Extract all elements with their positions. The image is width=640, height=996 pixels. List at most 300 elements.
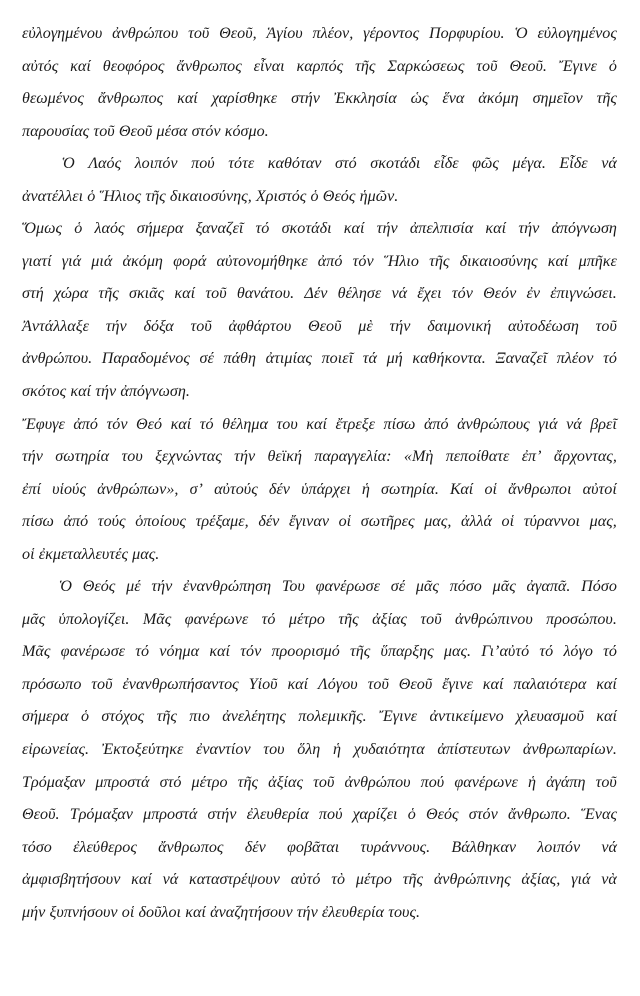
word: ἀπόγνωση.	[120, 383, 190, 401]
word: αὐτούς	[214, 480, 258, 498]
word: ἀνελέητης	[222, 708, 286, 726]
word: ἀπό	[73, 415, 98, 433]
word: καί	[70, 383, 92, 401]
word: καί	[596, 708, 617, 726]
word: Θεό	[135, 415, 163, 433]
paragraph	[22, 409, 617, 572]
word: Μᾶς	[22, 643, 51, 661]
word: Ἔφυγε	[22, 415, 65, 433]
word: στήν	[207, 806, 237, 824]
text-line	[22, 474, 617, 507]
word: ὁ	[407, 806, 416, 824]
word: τό	[261, 610, 276, 628]
word: πεποίθατε	[445, 448, 510, 466]
word: δικαιοσύνης,	[169, 187, 252, 205]
word: τό	[135, 643, 150, 661]
word: χώρα	[53, 285, 89, 303]
paragraph	[22, 213, 617, 408]
text-line	[22, 441, 617, 474]
word: ἀπελπισία	[409, 220, 474, 238]
text-column	[22, 18, 617, 929]
word: γιά	[571, 871, 591, 889]
word: ἄνθρωπος	[176, 57, 242, 75]
word: τύραννοι	[523, 513, 581, 531]
word: ἀνθρώπου	[112, 25, 179, 42]
word: δόξα	[143, 317, 174, 335]
word: ἀγαπᾶ.	[526, 578, 571, 596]
word: Ὁ	[514, 25, 528, 42]
word: ἐναντίον	[195, 741, 251, 759]
word: τὸ	[331, 871, 346, 889]
word: ἕνα	[442, 90, 465, 108]
word: γιά	[61, 252, 82, 270]
word: Δέν	[304, 285, 328, 303]
word: πλέον	[556, 350, 594, 368]
word: τά	[362, 350, 377, 368]
word: ὑπολογίζει.	[58, 610, 130, 628]
word: ἄρχοντας,	[553, 448, 617, 466]
word: ὕπαρξης	[380, 643, 434, 661]
word: Ἔγινε	[558, 57, 598, 75]
word: τοῦ	[91, 675, 113, 693]
word: νά	[601, 155, 617, 173]
word: ἐλευθερία	[246, 806, 309, 824]
word: σωτηρία.	[381, 480, 439, 498]
word: τό	[199, 415, 214, 433]
word: ἡμῶν.	[359, 187, 399, 205]
word: ἀνθρώπους	[457, 415, 530, 433]
word: τῆς	[596, 90, 617, 108]
word: πίσω	[22, 513, 54, 531]
word: τοῦ	[313, 773, 335, 791]
word: φανέρωσε	[315, 578, 380, 596]
word: ὁ	[87, 187, 96, 205]
word: κόσμο.	[224, 122, 269, 140]
word: ἐνανθρώπηση	[183, 578, 272, 596]
word: μας.	[443, 643, 472, 661]
word: ἀνθρώπων»,	[97, 480, 179, 498]
word: παραγγελία:	[314, 448, 392, 466]
word: θέλησε	[337, 285, 382, 303]
word: πίσω	[383, 415, 416, 433]
word: σκοτάδι	[281, 220, 332, 238]
word: σκότος	[22, 383, 67, 401]
word: ὡς	[410, 90, 429, 108]
word: ἀνθρώπου.	[22, 350, 93, 368]
word: γέροντος	[363, 25, 420, 42]
text-line	[22, 897, 617, 930]
word: τοῦ	[93, 122, 115, 140]
word: σήμερα	[136, 220, 184, 238]
word: παρουσίας	[22, 122, 90, 140]
word: φανέρωσε	[60, 643, 126, 661]
word: φανέρωνε	[454, 773, 518, 791]
word: χλευασμοῦ	[516, 708, 584, 726]
word: τόν	[106, 415, 128, 433]
word: ὑπάρχει	[301, 480, 351, 498]
word: θεοφόρος	[102, 57, 165, 75]
text-line	[22, 767, 617, 800]
word: καί	[547, 252, 569, 270]
word: δέν	[258, 513, 280, 531]
word: τόν	[240, 643, 262, 661]
text-line	[22, 604, 617, 637]
word: μᾶς	[22, 610, 46, 628]
word: Του	[281, 578, 305, 596]
word: ἀπό	[63, 513, 89, 531]
text-line	[22, 311, 617, 344]
word: Χριστός	[255, 187, 307, 205]
word: μπροστά	[95, 773, 150, 791]
word: Πόσο	[581, 578, 617, 596]
word: σημεῖον	[532, 90, 583, 108]
word: εὐλογημένος	[537, 25, 617, 42]
text-line	[22, 83, 617, 116]
word: Θεοῦ	[398, 675, 433, 693]
word: ἐπ’	[521, 448, 542, 466]
word: καί	[177, 90, 198, 108]
word: ἄνθρωπο.	[507, 806, 571, 824]
text-line	[22, 116, 617, 149]
word: καθόταν	[267, 155, 322, 173]
word: Ὁ	[58, 578, 72, 596]
word: τήν	[95, 383, 117, 401]
text-line	[22, 181, 617, 214]
word: Ὁ	[61, 155, 75, 173]
word: ἐλευθερία	[321, 903, 385, 921]
word: σκοτάδι	[370, 155, 421, 173]
word: τρέξαμε,	[195, 513, 249, 531]
word: δέν	[244, 838, 266, 856]
word: στόχος	[101, 708, 145, 726]
text-line	[22, 51, 617, 84]
word: πρόσωπο	[22, 675, 82, 693]
word: Ἐκκλησία	[333, 90, 397, 108]
word: φῶς	[472, 155, 499, 173]
word: καθήκοντα.	[412, 350, 486, 368]
text-line	[22, 506, 617, 539]
word: ἀκόμη	[122, 252, 163, 270]
word: νά	[162, 871, 179, 889]
word: Γι’αὐτό	[481, 643, 530, 661]
word: του	[276, 415, 298, 433]
word: ἀξίας	[268, 773, 303, 791]
word: δέν	[268, 480, 290, 498]
word: τοῦ	[367, 675, 389, 693]
word: ἀνατέλλει	[22, 187, 84, 205]
word: Θεός	[82, 578, 116, 596]
word: μέτρο	[288, 610, 325, 628]
word: Καί	[450, 480, 474, 498]
word: Ἀντάλλαξε	[22, 317, 89, 335]
word: Θεοῦ	[308, 317, 342, 335]
word: ἀνθρωπαρίων.	[522, 741, 617, 759]
word: τοῦ	[190, 317, 212, 335]
word: οἱ	[484, 480, 497, 498]
word: καί	[485, 220, 507, 238]
word: τῆς	[402, 871, 424, 889]
word: μᾶς	[415, 578, 439, 596]
text-line	[22, 148, 617, 181]
word: Λόγου	[318, 675, 358, 693]
word: τότε	[228, 155, 255, 173]
word: τήν	[22, 448, 43, 466]
word: τῆς	[349, 643, 371, 661]
word: καί	[596, 675, 617, 693]
word: μας,	[589, 513, 617, 531]
word: ἐν	[526, 285, 541, 303]
word: Ἕνας	[581, 806, 617, 824]
word: καί	[482, 675, 504, 693]
word: Υἱοῦ	[248, 675, 278, 693]
word: τό	[603, 643, 617, 661]
word: οἱ	[121, 903, 135, 921]
word: στόν	[191, 122, 221, 140]
word: Μᾶς	[142, 610, 172, 628]
word: τῆς	[355, 57, 376, 75]
word: υἱούς	[52, 480, 87, 498]
word: Θεοῦ,	[219, 25, 257, 42]
word: στό	[159, 773, 182, 791]
word: ὁ	[310, 187, 319, 205]
text-line	[22, 832, 617, 865]
text-line	[22, 864, 617, 897]
word: ἀξίας,	[521, 871, 561, 889]
word: νὰ	[601, 871, 617, 889]
word: τῆς	[156, 708, 177, 726]
word: πολεμικῆς.	[298, 708, 367, 726]
text-line	[22, 213, 617, 246]
word: θέλημα	[222, 415, 268, 433]
word: μπροστά	[143, 806, 198, 824]
word: πάθη	[223, 350, 256, 368]
word: Ἐκτοξεύτηκε	[101, 741, 184, 759]
word: καί	[70, 57, 91, 75]
word: ἐνανθρωπήσαντος	[122, 675, 239, 693]
word: ἀνθρώπινου	[455, 610, 533, 628]
word: Ὅμως	[22, 220, 63, 238]
word: μή	[386, 350, 403, 368]
text-line	[22, 636, 617, 669]
word: Θεοῦ.	[22, 806, 60, 824]
word: τους.	[388, 903, 421, 921]
word: τούς	[97, 513, 126, 531]
word: ὁ	[80, 708, 90, 726]
word: οἱ	[22, 545, 35, 563]
word: φοβᾶται	[286, 838, 340, 856]
word: ἔγινε	[442, 675, 473, 693]
word: αὐτοί	[582, 480, 617, 498]
paragraph	[22, 18, 617, 148]
word: πόσο	[449, 578, 482, 596]
word: του	[121, 448, 143, 466]
word: νά	[601, 838, 617, 856]
word: καί	[306, 415, 327, 433]
word: καρπός	[296, 57, 344, 75]
word: τήν	[389, 317, 411, 335]
word: ὅλη	[297, 741, 321, 759]
word: γιά	[538, 415, 558, 433]
word: καί	[343, 220, 365, 238]
word: οἱ	[338, 513, 352, 531]
word: μιά	[91, 252, 113, 270]
word: μὲ	[358, 317, 373, 335]
word: τῆς	[98, 285, 119, 303]
word: ὁ	[608, 57, 617, 75]
word: ἀμφισβητήσουν	[22, 871, 121, 889]
word: τήν	[105, 317, 127, 335]
word: τοῦ	[595, 773, 617, 791]
word: τόν	[451, 285, 473, 303]
word: καί	[131, 871, 152, 889]
text-line	[22, 18, 617, 51]
word: ὁποίους	[135, 513, 186, 531]
word: ἐπιγνώσει.	[550, 285, 617, 303]
word: καί	[174, 285, 196, 303]
word: νά	[391, 285, 408, 303]
word: παλαιότερα	[513, 675, 587, 693]
word: ἀπό	[317, 252, 343, 270]
word: στόν	[468, 806, 498, 824]
word: τυράννους.	[360, 838, 431, 856]
word: καί	[209, 643, 231, 661]
word: μπῆκε	[578, 252, 617, 270]
word: τῆς	[429, 252, 450, 270]
word: Θεός	[425, 806, 459, 824]
word: σκιᾶς	[128, 285, 165, 303]
word: ἀντικείμενο	[429, 708, 504, 726]
word: σέ	[199, 350, 214, 368]
word: ποιεῖ	[321, 350, 354, 368]
paragraph	[22, 571, 617, 929]
word: ἀφθάρτου	[228, 317, 292, 335]
word: τήν	[151, 578, 173, 596]
word: ἐκμεταλλευτές	[38, 545, 128, 563]
word: ἐπί	[22, 480, 41, 498]
word: καί	[287, 675, 309, 693]
word: ἐλεύθερος	[73, 838, 137, 856]
word: ἀνθρώπινης	[433, 871, 511, 889]
word: Τρόμαξαν	[69, 806, 133, 824]
word: γιατί	[22, 252, 52, 270]
word: ἄνθρωπος	[97, 90, 164, 108]
word: καί	[185, 903, 206, 921]
word: ἀκόμη	[478, 90, 519, 108]
word: χυδαιότητα	[353, 741, 425, 759]
word: χαρίσθηκε	[211, 90, 278, 108]
text-line	[22, 669, 617, 702]
word: ξυπνήσουν	[49, 903, 118, 921]
word: τό	[603, 350, 617, 368]
word: Ἁγίου	[266, 25, 303, 42]
paragraph	[22, 148, 617, 213]
word: Βάλθηκαν	[451, 838, 517, 856]
text-line	[22, 734, 617, 767]
word: σωτηρία	[55, 448, 110, 466]
word: αὐτό	[290, 871, 321, 889]
word: ἀγάπη	[546, 773, 586, 791]
word: προσώπου.	[546, 610, 617, 628]
word: Σαρκώσεως	[387, 57, 465, 75]
word: αὐτονομήθηκε	[216, 252, 308, 270]
word: Θεοῦ	[118, 122, 153, 140]
word: μέγα.	[512, 155, 546, 173]
word: τῆς	[338, 610, 359, 628]
word: μας.	[132, 545, 160, 563]
word: πιο	[189, 708, 210, 726]
word: τοῦ	[188, 25, 210, 42]
text-line	[22, 343, 617, 376]
word: Ἔγινε	[379, 708, 418, 726]
word: δαιμονική	[427, 317, 492, 335]
word: Παραδομένος	[101, 350, 190, 368]
word: μέτρο	[355, 871, 392, 889]
word: Πορφυρίου.	[429, 25, 505, 42]
word: πλέον,	[312, 25, 354, 42]
word: τό	[255, 220, 270, 238]
word: τοῦ	[476, 57, 498, 75]
word: ἀνθρώπου	[344, 773, 411, 791]
word: πού	[191, 155, 215, 173]
word: ἄνθρωποι	[508, 480, 572, 498]
word: τό	[539, 643, 554, 661]
word: λόγο	[563, 643, 593, 661]
word: σήμερα	[22, 708, 69, 726]
word: σέ	[390, 578, 406, 596]
text-line	[22, 376, 617, 409]
word: ξεχνώντας	[155, 448, 222, 466]
word: ἔτρεξε	[335, 415, 376, 433]
word: εἶναι	[253, 57, 285, 75]
word: δοῦλοι	[138, 903, 182, 921]
word: ἀναζητήσουν	[210, 903, 293, 921]
word: καταστρέψουν	[189, 871, 280, 889]
word: θεϊκή	[267, 448, 302, 466]
word: λοιπόν	[134, 155, 178, 173]
word: ἀξίας	[372, 610, 407, 628]
word: τόν	[352, 252, 374, 270]
word: εἰρωνείας.	[22, 741, 90, 759]
word: Λαός	[88, 155, 122, 173]
word: τήν	[296, 903, 318, 921]
word: στήν	[291, 90, 320, 108]
word: πού	[318, 806, 343, 824]
word: τήν	[376, 220, 398, 238]
word: οἱ	[501, 513, 515, 531]
word: θανάτου.	[236, 285, 295, 303]
word: στή	[22, 285, 44, 303]
word: βρεῖ	[590, 415, 617, 433]
word: φορά	[173, 252, 207, 270]
word: τόσο	[22, 838, 52, 856]
word: πού	[420, 773, 445, 791]
word: τοῦ	[205, 285, 227, 303]
word: σ’	[189, 480, 203, 498]
word: μας,	[424, 513, 452, 531]
word: ἀτιμίας	[265, 350, 312, 368]
text-line	[22, 571, 617, 604]
word: λοιπόν	[537, 838, 581, 856]
word: Εἶδε	[559, 155, 588, 173]
word: τοῦ	[595, 317, 617, 335]
word: εἶδε	[433, 155, 459, 173]
text-line	[22, 246, 617, 279]
text-line	[22, 539, 617, 572]
word: Τρόμαξαν	[22, 773, 86, 791]
word: θεωμένος	[22, 90, 84, 108]
word: μέτρο	[191, 773, 228, 791]
word: ἀπόγνωση	[551, 220, 617, 238]
